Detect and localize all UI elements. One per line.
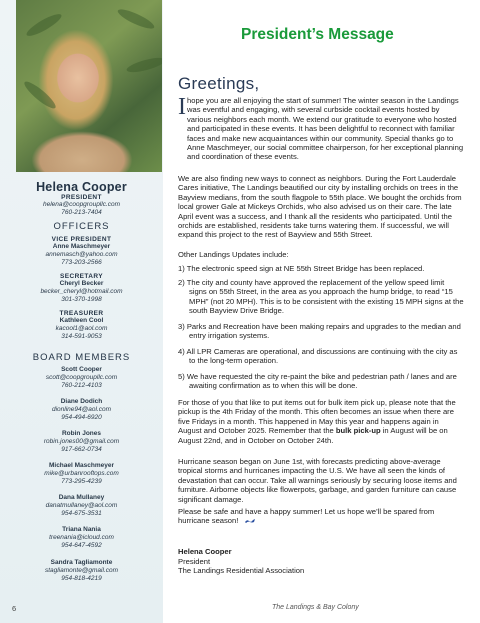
officer-card: [0, 310, 163, 342]
board-member-name: Michael Maschmeyer: [48, 462, 115, 469]
officer-phone: 301-370-1998: [61, 296, 102, 304]
officer-card: [0, 236, 163, 268]
officer-card: [0, 273, 163, 305]
president-email[interactable]: helena@coopgroupllc.com: [42, 201, 121, 208]
board-member-name: Scott Cooper: [61, 366, 102, 373]
board-member-name: Triana Nania: [62, 526, 101, 533]
board-member: [0, 559, 163, 584]
board-member-name: Robin Jones: [61, 430, 101, 437]
officer-role: TREASURER: [59, 310, 104, 317]
officer-name: Anne Maschmeyer: [52, 243, 111, 250]
president-name: Helena Cooper: [36, 180, 127, 194]
board-member: [0, 494, 163, 519]
board-member-phone: 917-662-0734: [61, 446, 102, 454]
signature-name: Helena Cooper: [178, 547, 232, 556]
officer-phone: 773-203-2566: [61, 259, 102, 267]
drop-cap: I: [178, 94, 186, 120]
board-member: [0, 398, 163, 423]
bulk-text-bold: bulk pick-up: [335, 426, 381, 436]
board-member: [0, 462, 163, 487]
sidebar: [0, 0, 163, 623]
updates-intro: Other Landings Updates include:: [178, 250, 289, 259]
board-member-name: Dana Mullaney: [58, 494, 105, 501]
greeting: Greetings,: [178, 74, 260, 93]
update-item: 4) All LPR Cameras are operational, and discussions are continuing with the city as to the long-term operation.: [178, 347, 458, 366]
update-item: 2) The city and county have approved the replacement of the yellow speed limit signs on 55th Street, in the area as you approach the hump bridge, to read “15 MPH” (not 20 MPH). This is to be consistent with the existing 15 MPH signs at the south Bayview Drive Bridge.: [178, 278, 464, 316]
page-title: President’s Message: [241, 26, 394, 43]
board-member-email[interactable]: treenania@icloud.com: [49, 534, 114, 542]
board-member-name: Sandra Tagliamonte: [50, 559, 113, 566]
board-heading: BOARD MEMBERS: [32, 352, 131, 363]
board-member: [0, 526, 163, 551]
closing-text: Please be safe and have a happy summer! Let us hope we’ll be spared from hurricane season!: [178, 507, 435, 526]
officer-email[interactable]: kacool1@aol.com: [55, 325, 108, 333]
board-member: [0, 366, 163, 391]
intro-paragraph: hope you are all enjoying the start of summer! The winter season in the Landings was eventful and engaging, with several curbside cocktail events hosted by various neighbors each month. We extend our gratitude to everyone who hosted and participated in these events. It has been delightful to reconnect with familiar faces and make new acquaintances within our community. Special thanks go to Anne Maschmeyer, our social committee chairperson, for her exceptional planning and coordination of these events.: [187, 96, 464, 162]
board-member-email[interactable]: scott@coopgroupllc.com: [45, 374, 118, 382]
bulk-text-post: in August will be on August 22nd, and in October on October 24th.: [178, 426, 448, 445]
board-member-phone: 954-494-6920: [61, 414, 102, 422]
wave-icon: [244, 518, 256, 524]
board-member-phone: 954-818-4219: [61, 575, 102, 583]
signature-title: President: [178, 556, 211, 566]
president-role: PRESIDENT: [61, 194, 102, 201]
signature: [178, 547, 304, 576]
president-photo: [16, 0, 162, 172]
orchid-paragraph: We are also finding new ways to connect as neighbors. During the Fort Lauderdale Cares initiative, The Landings beautified our city by installing orchids on trees in the Bayview medians, from the south flagpole to 55th place. We bought the orchids from local grower Gale at Mickeys Orchids, who also advised us on their care. The late April event was a success, and I thank all the residents who participated. Until the orchids are established, residents take turns watering them. If successful, we will expand this project to the rest of Bayview and 55th Street.: [178, 174, 462, 240]
update-item: 1) The electronic speed sign at NE 55th Street Bridge has been replaced.: [178, 264, 425, 273]
board-member-phone: 773-295-4239: [61, 478, 102, 486]
board-member-email[interactable]: danatmullaney@aol.com: [45, 502, 118, 510]
officers-heading: OFFICERS: [53, 221, 110, 232]
closing-paragraph: [178, 507, 464, 526]
board-member-phone: 760-212-4103: [61, 382, 102, 390]
publication-name: The Landings & Bay Colony: [272, 604, 359, 611]
board-member-email[interactable]: mike@urbanrooftops.com: [44, 470, 119, 478]
board-member: [0, 430, 163, 455]
hurricane-paragraph: Hurricane season began on June 1st, with forecasts predicting above-average tropical storms and hurricanes impacting the U.S. We have all seen the kinds of devastation that can occur. Take all warnings seriously by securing loose items and furniture. Airborne objects like flowerpots, garbage, and garden furniture can cause significant damage.: [178, 457, 457, 504]
officer-name: Cheryl Becker: [59, 280, 104, 287]
update-item: 5) We have requested the city re-paint the bike and pedestrian path / lanes and are awaiting confirmation as to when this will be done.: [178, 372, 457, 391]
signature-org: The Landings Residential Association: [178, 566, 305, 576]
president-info: [0, 180, 163, 217]
board-member-email[interactable]: robin.jones00@gmail.com: [43, 438, 120, 446]
board-member-name: Diane Dodich: [60, 398, 103, 405]
update-item: 3) Parks and Recreation have been making repairs and upgrades to the median and entry irrigation systems.: [178, 322, 461, 341]
board-member-email[interactable]: stagliamonte@gmail.com: [44, 567, 119, 575]
officer-role: VICE PRESIDENT: [51, 236, 112, 243]
bulk-pickup-paragraph: [178, 398, 464, 445]
president-phone: 760-213-7404: [61, 209, 102, 217]
board-member-phone: 954-675-3531: [61, 510, 102, 518]
officer-role: SECRETARY: [60, 273, 103, 280]
officer-name: Kathleen Cool: [59, 317, 104, 324]
board-member-email[interactable]: dionline94@aol.com: [52, 406, 111, 414]
officer-email[interactable]: annemasch@yahoo.com: [45, 251, 118, 259]
page-number: 6: [12, 604, 17, 613]
bulk-text-pre: For those of you that like to put items out for bulk item pick up, please note that the pickup is the 4th Friday of the month. This often becomes an issue when there are five Fridays in a month. This happened in May this year and happens again in August and October 2025. Remember that the: [178, 398, 456, 436]
officer-phone: 314-591-9053: [61, 333, 102, 341]
board-member-phone: 954-647-4592: [61, 542, 102, 550]
officer-email[interactable]: becker_cheryl@hotmail.com: [40, 288, 123, 296]
